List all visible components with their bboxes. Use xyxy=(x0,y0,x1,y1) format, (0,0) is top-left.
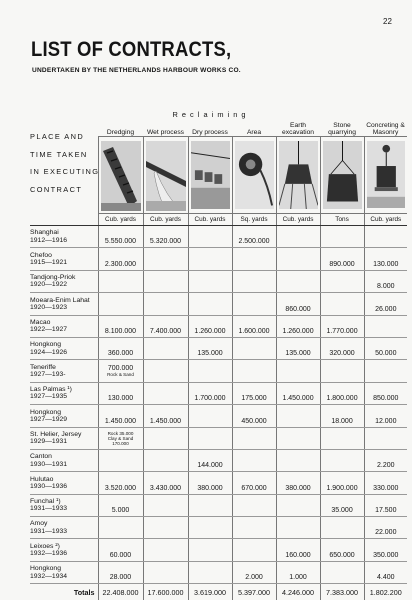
cell-value: 700.000 xyxy=(107,365,134,373)
table-row xyxy=(30,360,407,382)
place-years: 1932—1936 xyxy=(30,550,68,558)
place-years: 1932—1934 xyxy=(30,572,68,580)
table-cell xyxy=(188,270,232,292)
table-cell xyxy=(232,539,276,561)
place-years: 1920—1923 xyxy=(30,303,68,311)
row-place xyxy=(30,382,98,404)
totals-row xyxy=(30,584,407,600)
table-cell: 650.000 xyxy=(320,539,364,561)
table-cell: 380.000 xyxy=(188,472,232,494)
unit-cell: Cub. yards xyxy=(143,214,188,226)
table-cell: 1.700.000 xyxy=(188,382,232,404)
place-years: 1927—1935 xyxy=(30,393,68,401)
place-label xyxy=(30,128,99,198)
table-cell xyxy=(320,561,364,583)
table-cell xyxy=(232,270,276,292)
table-cell xyxy=(232,427,276,449)
table-row xyxy=(30,315,407,337)
table-cell xyxy=(188,539,232,561)
table-cell xyxy=(276,405,320,427)
table-cell: 60.000 xyxy=(98,539,143,561)
dry-process-illustration xyxy=(188,137,232,214)
table-cell xyxy=(188,360,232,382)
table-cell: 35.000 xyxy=(320,494,364,516)
place-years: 1930—1931 xyxy=(30,460,68,468)
total-value: 4.246.000 xyxy=(276,584,320,600)
table-cell xyxy=(188,517,232,539)
table-row xyxy=(30,517,407,539)
table-cell: 2.300.000 xyxy=(98,248,143,270)
table-cell xyxy=(143,449,188,471)
table-cell xyxy=(98,427,143,449)
table-cell: 890.000 xyxy=(320,248,364,270)
place-years: 1920—1922 xyxy=(30,281,68,289)
table-row xyxy=(30,405,407,427)
table-row xyxy=(30,337,407,359)
table-cell xyxy=(364,360,407,382)
table-cell: 5.000 xyxy=(98,494,143,516)
header-earth-excavation: Earth excavation xyxy=(282,122,315,136)
table-cell xyxy=(143,382,188,404)
header-dry-process: Dry process xyxy=(192,129,228,136)
row-place xyxy=(30,315,98,337)
place-years: 1931—1933 xyxy=(30,527,68,535)
table-cell xyxy=(143,270,188,292)
total-value: 22.408.000 xyxy=(98,584,143,600)
header-area: Area xyxy=(246,129,262,136)
table-cell xyxy=(188,494,232,516)
table-cell: 3.520.000 xyxy=(98,472,143,494)
table-cell xyxy=(320,427,364,449)
cell-note: Rock 35.000 xyxy=(107,430,134,436)
table-cell xyxy=(188,405,232,427)
table-cell: 3.430.000 xyxy=(143,472,188,494)
table-cell xyxy=(98,517,143,539)
table-cell xyxy=(276,449,320,471)
table-cell: 450.000 xyxy=(232,405,276,427)
header-reclaiming: R e c l a i m i n g xyxy=(172,110,247,119)
place-name: Hongkong xyxy=(30,341,61,349)
table-cell xyxy=(143,427,188,449)
unit-cell: Cub. yards xyxy=(98,214,143,226)
table-cell xyxy=(188,226,232,248)
place-name: Shanghai xyxy=(30,229,59,237)
table-cell xyxy=(320,517,364,539)
row-place xyxy=(30,494,98,516)
table-cell xyxy=(188,248,232,270)
table-cell: 130.000 xyxy=(98,382,143,404)
place-name: Funchal ¹) xyxy=(30,498,61,506)
total-value: 1.802.200 xyxy=(364,584,407,600)
table-row xyxy=(30,427,407,449)
place-name: Leixoes ²) xyxy=(30,542,60,550)
table-cell xyxy=(276,517,320,539)
row-place xyxy=(30,517,98,539)
table-cell xyxy=(320,293,364,315)
table-cell xyxy=(232,494,276,516)
place-name: Moeara-Enim Lahat xyxy=(30,296,90,304)
header-concreting: Concreting & Masonry xyxy=(366,122,405,136)
table-cell: 160.000 xyxy=(276,539,320,561)
concreting-illustration xyxy=(364,137,407,214)
row-place xyxy=(30,427,98,449)
place-name: Tandjong-Priok xyxy=(30,274,76,282)
table-row xyxy=(30,472,407,494)
table-cell xyxy=(143,360,188,382)
table-cell xyxy=(98,293,143,315)
wet-process-illustration xyxy=(143,137,188,214)
table-cell: 175.000 xyxy=(232,382,276,404)
place-years: 1927—1929 xyxy=(30,415,68,423)
table-row xyxy=(30,561,407,583)
table-cell xyxy=(276,360,320,382)
table-cell xyxy=(232,293,276,315)
row-place xyxy=(30,539,98,561)
unit-cell: Cub. yards xyxy=(188,214,232,226)
place-name: Amoy xyxy=(30,520,48,528)
table-cell: 850.000 xyxy=(364,382,407,404)
header-wet-process: Wet process xyxy=(146,129,185,136)
table-cell: 360.000 xyxy=(98,337,143,359)
table-cell xyxy=(232,337,276,359)
table-cell xyxy=(188,427,232,449)
place-years: 1915—1921 xyxy=(30,259,68,267)
stone-quarrying-illustration xyxy=(320,137,364,214)
table-cell xyxy=(276,427,320,449)
table-cell: 2.200 xyxy=(364,449,407,471)
table-cell: 18.000 xyxy=(320,405,364,427)
table-cell xyxy=(143,337,188,359)
table-row xyxy=(30,382,407,404)
table-cell xyxy=(364,226,407,248)
unit-cell: Tons xyxy=(320,214,364,226)
table-cell xyxy=(188,293,232,315)
row-place xyxy=(30,270,98,292)
table-cell: 1.450.000 xyxy=(143,405,188,427)
header-stone-quarrying: Stone quarrying xyxy=(328,122,356,136)
place-years: 1927—193- xyxy=(30,371,66,379)
table-cell xyxy=(98,270,143,292)
table-cell xyxy=(232,360,276,382)
row-place xyxy=(30,226,98,248)
table-cell xyxy=(98,360,143,382)
table-cell: 320.000 xyxy=(320,337,364,359)
table-cell: 1.450.000 xyxy=(276,382,320,404)
table-cell: 1.600.000 xyxy=(232,315,276,337)
cell-note: Clay & Sand xyxy=(107,435,134,441)
row-place xyxy=(30,449,98,471)
table-cell xyxy=(143,517,188,539)
table-cell: 144.000 xyxy=(188,449,232,471)
place-label-line: PLACE AND xyxy=(30,132,85,141)
table-cell: 2.000 xyxy=(232,561,276,583)
table-cell: 1.260.000 xyxy=(188,315,232,337)
row-place xyxy=(30,360,98,382)
table-cell xyxy=(143,561,188,583)
row-place xyxy=(30,472,98,494)
table-cell xyxy=(364,427,407,449)
place-name: Chefoo xyxy=(30,251,52,259)
table-cell xyxy=(98,449,143,471)
header-row-top xyxy=(30,100,407,118)
place-name: Canton xyxy=(30,453,52,461)
table-cell: 28.000 xyxy=(98,561,143,583)
total-value: 5.397.000 xyxy=(232,584,276,600)
table-cell xyxy=(232,449,276,471)
table-cell: 350.000 xyxy=(364,539,407,561)
row-place xyxy=(30,405,98,427)
table-cell: 17.500 xyxy=(364,494,407,516)
header-dredging: Dredging xyxy=(106,129,135,136)
table-cell xyxy=(143,248,188,270)
place-name: Hongkong xyxy=(30,408,61,416)
table-cell: 135.000 xyxy=(188,337,232,359)
table-cell: 670.000 xyxy=(232,472,276,494)
table-cell: 22.000 xyxy=(364,517,407,539)
unit-cell: Sq. yards xyxy=(232,214,276,226)
row-place xyxy=(30,561,98,583)
table-cell: 1.000 xyxy=(276,561,320,583)
total-value: 7.383.000 xyxy=(320,584,364,600)
table-cell xyxy=(232,517,276,539)
table-row xyxy=(30,539,407,561)
place-name: Macao xyxy=(30,318,51,326)
table-cell: 380.000 xyxy=(276,472,320,494)
table-cell xyxy=(320,360,364,382)
table-cell xyxy=(143,539,188,561)
page-number: 22 xyxy=(383,17,392,26)
totals-label: Totals xyxy=(73,587,95,597)
table-cell: 5.550.000 xyxy=(98,226,143,248)
place-years: 1931—1933 xyxy=(30,505,68,513)
table-cell: 5.320.000 xyxy=(143,226,188,248)
place-label-line: TIME TAKEN xyxy=(30,149,88,159)
table-cell xyxy=(276,226,320,248)
page-title: LIST OF CONTRACTS, xyxy=(31,38,232,61)
place-years: 1924—1926 xyxy=(30,348,68,356)
table-cell: 2.500.000 xyxy=(232,226,276,248)
table-cell: 8.100.000 xyxy=(98,315,143,337)
place-years: 1922—1927 xyxy=(30,326,68,334)
table-cell: 330.000 xyxy=(364,472,407,494)
place-years: 1929—1931 xyxy=(30,438,68,446)
place-name: Teneriffe xyxy=(30,363,56,371)
table-cell: 7.400.000 xyxy=(143,315,188,337)
place-years: 1930—1936 xyxy=(30,482,68,490)
table-cell xyxy=(276,270,320,292)
place-years: 1912—1916 xyxy=(30,236,68,244)
table-cell xyxy=(320,226,364,248)
cell-note: 170.000 xyxy=(112,440,129,446)
table-cell xyxy=(276,494,320,516)
place-name: Hongkong xyxy=(30,565,61,573)
total-value: 17.600.000 xyxy=(143,584,188,600)
table-cell: 1.900.000 xyxy=(320,472,364,494)
table-row xyxy=(30,270,407,292)
table-cell: 130.000 xyxy=(364,248,407,270)
table-cell: 8.000 xyxy=(364,270,407,292)
place-label-line: CONTRACT xyxy=(30,184,83,194)
unit-cell: Cub. yards xyxy=(276,214,320,226)
table-cell: 12.000 xyxy=(364,405,407,427)
cell-note: Rock & Sand xyxy=(107,372,134,378)
table-cell xyxy=(276,248,320,270)
place-name: Las Palmas ¹) xyxy=(30,386,72,394)
table-cell: 1.770.000 xyxy=(320,315,364,337)
table-cell xyxy=(320,449,364,471)
earth-excavation-illustration xyxy=(276,137,320,214)
place-label-line: IN EXECUTING xyxy=(30,167,100,176)
table-cell xyxy=(143,293,188,315)
table-row xyxy=(30,293,407,315)
row-place xyxy=(30,248,98,270)
area-illustration xyxy=(232,137,276,214)
place-name: St. Helier, Jersey xyxy=(30,430,82,438)
page-subtitle: UNDERTAKEN BY THE NETHERLANDS HARBOUR WORKS CO. xyxy=(32,67,241,74)
dredging-illustration xyxy=(98,137,143,214)
table-cell xyxy=(143,494,188,516)
place-name: Hulutao xyxy=(30,475,54,483)
table-cell: 1.450.000 xyxy=(98,405,143,427)
units-row xyxy=(30,214,407,226)
table-cell: 26.000 xyxy=(364,293,407,315)
table-row xyxy=(30,226,407,248)
table-cell xyxy=(364,315,407,337)
table-cell: 50.000 xyxy=(364,337,407,359)
row-place xyxy=(30,293,98,315)
table-cell: 4.400 xyxy=(364,561,407,583)
table-row xyxy=(30,248,407,270)
table-cell: 1.800.000 xyxy=(320,382,364,404)
table-cell xyxy=(232,248,276,270)
table-cell: 1.260.000 xyxy=(276,315,320,337)
table-row xyxy=(30,449,407,471)
row-place xyxy=(30,337,98,359)
table-cell xyxy=(188,561,232,583)
table-row xyxy=(30,494,407,516)
total-value: 3.619.000 xyxy=(188,584,232,600)
table-cell: 135.000 xyxy=(276,337,320,359)
unit-cell: Cub. yards xyxy=(364,214,407,226)
table-cell xyxy=(320,270,364,292)
table-cell: 860.000 xyxy=(276,293,320,315)
